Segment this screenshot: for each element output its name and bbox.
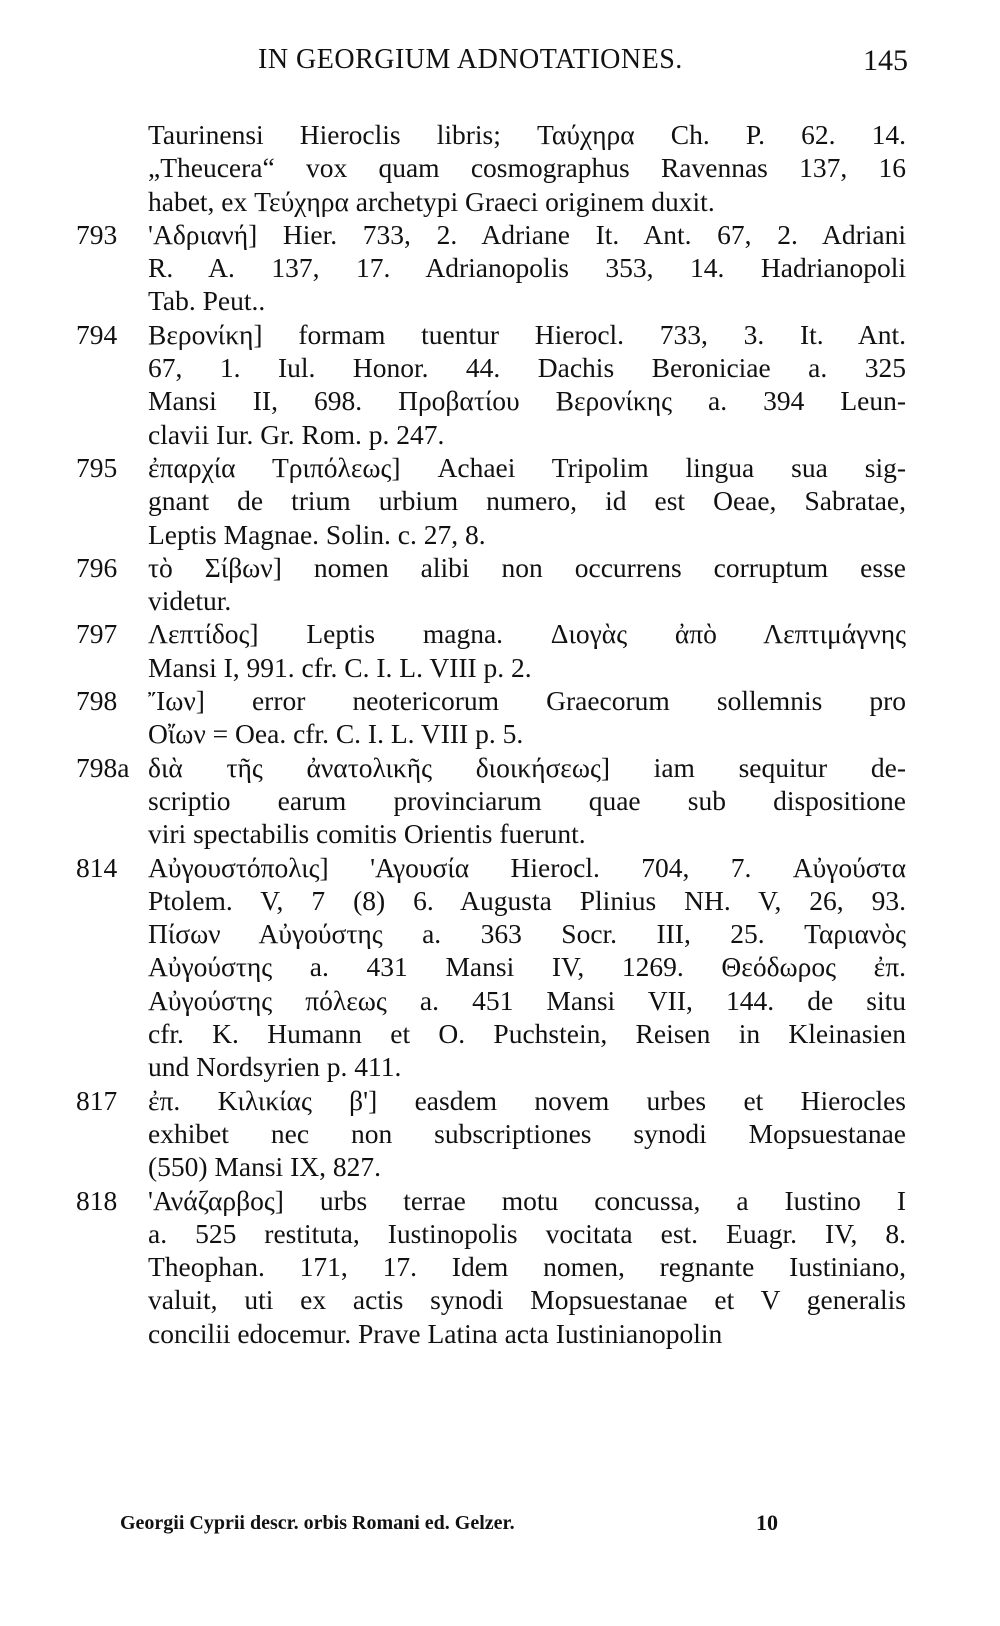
text-line: Αὐγούστης a. 431 Mansi IV, 1269. Θεόδωρος ἐπ. — [148, 951, 906, 983]
text-line: viri spectabilis comitis Orientis fuerunt. — [148, 818, 586, 850]
text-line: Λεπτίδος] Leptis magna. Διογὰς ἀπὸ Λεπτιμάγνης — [148, 618, 906, 650]
text-line: Ἴων] error neotericorum Graecorum sollemnis pro — [148, 685, 906, 717]
entry-number: 814 — [76, 851, 118, 883]
text-line: gnant de trium urbium numero, id est Oeae, Sabratae, — [148, 485, 906, 517]
text-line: clavii Iur. Gr. Rom. p. 247. — [148, 418, 445, 450]
text-line: habet, ex Τεύχηρα archetypi Graeci originem duxit. — [148, 185, 715, 217]
annotation-text — [76, 118, 906, 1350]
entry-body — [148, 1184, 906, 1350]
page-number: 145 — [863, 44, 908, 77]
entry-number: 793 — [76, 218, 118, 250]
entry-body — [148, 851, 906, 1084]
footer-credit: Georgii Cyprii descr. orbis Romani ed. Gelzer. — [120, 1512, 515, 1534]
text-line: valuit, uti ex actis synodi Mopsuestanae et V generalis — [148, 1284, 906, 1316]
text-line: 'Αδριανή] Hier. 733, 2. Adriane It. Ant. 67, 2. Adriani — [148, 218, 906, 250]
text-line: cfr. K. Humann et O. Puchstein, Reisen in Kleinasien — [148, 1018, 906, 1050]
text-line: τὸ Σίβων] nomen alibi non occurrens corruptum esse — [148, 551, 906, 583]
text-line: exhibet nec non subscriptiones synodi Mopsuestanae — [148, 1117, 906, 1149]
text-line: διὰ τῆς ἀνατολικῆς διοικήσεως] iam sequitur de- — [148, 751, 906, 783]
annotation-entry — [76, 218, 906, 318]
text-line: Αὐγουστόπολις] 'Αγουσία Hierocl. 704, 7. Αὐγούστα — [148, 851, 906, 883]
text-line: Leptis Magnae. Solin. c. 27, 8. — [148, 518, 486, 550]
entry-number: 798 — [76, 685, 118, 717]
text-line: 'Ανάζαρβος] urbs terrae motu concussa, a Iustino I — [148, 1184, 906, 1216]
entry-body — [148, 684, 906, 751]
entry-number: 795 — [76, 451, 118, 483]
annotation-entry — [76, 318, 906, 451]
entry-number: 798a — [76, 751, 130, 783]
text-line: Taurinensi Hieroclis libris; Ταύχηρα Ch. P. 62. 14. — [148, 119, 906, 150]
text-line: scriptio earum provinciarum quae sub dispositione — [148, 784, 906, 816]
signature-mark: 10 — [756, 1510, 778, 1535]
text-line: Ptolem. V, 7 (8) 6. Augusta Plinius NH. V, 26, 93. — [148, 884, 906, 916]
entry-body — [148, 318, 906, 451]
annotation-entry — [76, 851, 906, 1084]
text-line: (550) Mansi IX, 827. — [148, 1151, 381, 1183]
text-line: Βερονίκη] formam tuentur Hierocl. 733, 3. It. Ant. — [148, 318, 906, 350]
entry-body — [148, 451, 906, 551]
annotation-entry — [76, 751, 906, 851]
entry-body — [148, 617, 906, 684]
annotation-entry — [76, 617, 906, 684]
text-line: R. A. 137, 17. Adrianopolis 353, 14. Hadrianopoli — [148, 252, 906, 284]
entry-number: 817 — [76, 1084, 118, 1116]
entry-number: 818 — [76, 1184, 118, 1216]
text-line: Mansi II, 698. Προβατίου Βερονίκης a. 394 Leun- — [148, 385, 906, 417]
entry-body — [148, 218, 906, 318]
running-head: IN GEORGIUM ADNOTATIONES. — [258, 44, 683, 75]
annotation-entry — [76, 684, 906, 751]
text-line: und Nordsyrien p. 411. — [148, 1051, 402, 1083]
entry-body — [148, 118, 906, 218]
text-line: ἐπ. Κιλικίας β'] easdem novem urbes et Hierocles — [148, 1084, 906, 1116]
text-line: Theophan. 171, 17. Idem nomen, regnante Iustiniano, — [148, 1251, 906, 1283]
annotation-entry — [76, 1184, 906, 1350]
annotation-entry — [76, 118, 906, 218]
entry-body — [148, 1084, 906, 1184]
text-line: Αὐγούστης πόλεως a. 451 Mansi VII, 144. de situ — [148, 984, 906, 1016]
entry-body — [148, 751, 906, 851]
entry-body — [148, 551, 906, 618]
entry-number: 794 — [76, 318, 118, 350]
annotation-entry — [76, 551, 906, 618]
entry-number: 796 — [76, 551, 118, 583]
text-line: a. 525 restituta, Iustinopolis vocitata est. Euagr. IV, 8. — [148, 1217, 906, 1249]
text-line: ἐπαρχία Τριπόλεως] Achaei Tripolim lingua sua sig- — [148, 451, 906, 483]
text-line: 67, 1. Iul. Honor. 44. Dachis Beroniciae a. 325 — [148, 352, 906, 384]
text-line: „Theucera“ vox quam cosmographus Ravennas 137, 16 — [148, 152, 906, 184]
text-line: Πίσων Αὐγούστης a. 363 Socr. III, 25. Ταριανὸς — [148, 918, 906, 950]
text-line: concilii edocemur. Prave Latina acta Iustinianopolin — [148, 1317, 723, 1349]
annotation-entry — [76, 451, 906, 551]
text-line: Οἴων = Oea. cfr. C. I. L. VIII p. 5. — [148, 718, 524, 750]
entry-number: 797 — [76, 618, 118, 650]
text-line: Tab. Peut.. — [148, 285, 266, 317]
annotation-entry — [76, 1084, 906, 1184]
text-line: videtur. — [148, 585, 232, 617]
text-line: Mansi I, 991. cfr. C. I. L. VIII p. 2. — [148, 651, 532, 683]
